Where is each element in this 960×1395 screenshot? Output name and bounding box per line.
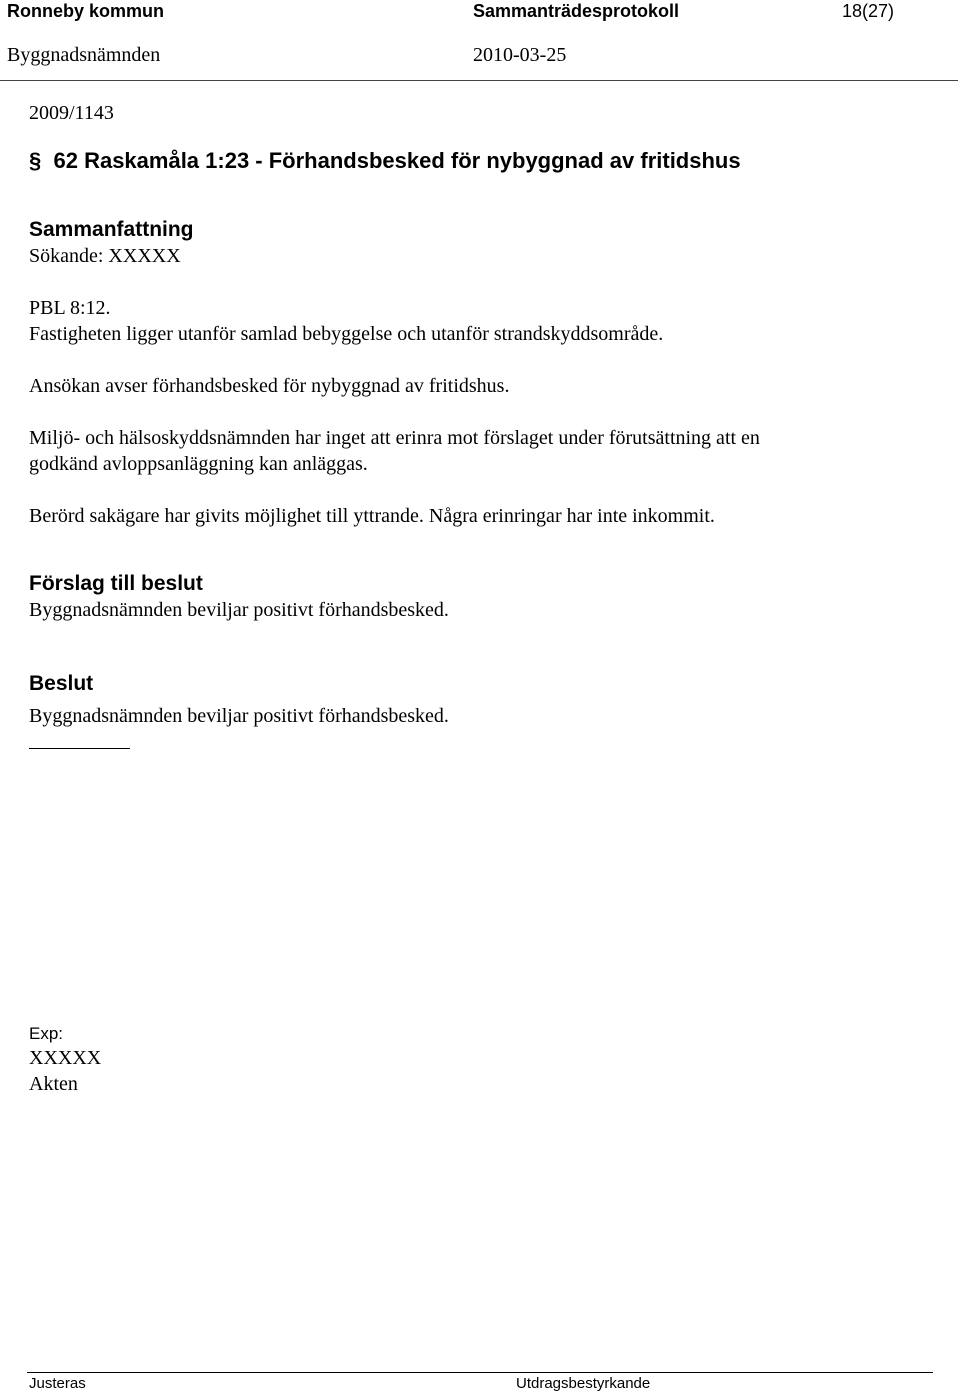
neighbors-text: Berörd sakägare har givits möjlighet till yttrande. Några erinringar har inte inkommit. bbox=[29, 505, 715, 527]
organization-name: Ronneby kommun bbox=[7, 1, 165, 21]
summary-heading: Sammanfattning bbox=[29, 218, 194, 241]
section-title bbox=[29, 148, 741, 174]
footer-justeras: Justeras bbox=[29, 1375, 86, 1392]
section-symbol: § bbox=[29, 148, 42, 173]
proposal-heading: Förslag till beslut bbox=[29, 572, 203, 595]
footer-utdragsbestyrkande: Utdragsbestyrkande bbox=[516, 1375, 651, 1392]
applicant: Sökande: XXXXX bbox=[29, 245, 181, 267]
dispatch-label: Exp: bbox=[29, 1024, 64, 1043]
decision-text: Byggnadsnämnden beviljar positivt förhandsbesked. bbox=[29, 705, 449, 727]
location-text: Fastigheten ligger utanför samlad bebyggelse och utanför strandskyddsområde. bbox=[29, 323, 664, 345]
proposal-text: Byggnadsnämnden beviljar positivt förhandsbesked. bbox=[29, 599, 449, 621]
dispatch-recipient: Akten bbox=[29, 1073, 78, 1095]
environment-text-line1: Miljö- och hälsoskyddsnämnden har inget att erinra mot förslaget under förutsättning att en bbox=[29, 427, 760, 449]
case-number: 2009/1143 bbox=[29, 102, 114, 124]
dispatch-recipient: XXXXX bbox=[29, 1047, 102, 1069]
meeting-date: 2010-03-25 bbox=[473, 44, 567, 66]
page-number: 18(27) bbox=[842, 1, 895, 21]
board-name: Byggnadsnämnden bbox=[7, 44, 161, 66]
decision-end-rule bbox=[29, 748, 130, 749]
section-title-text: 62 Raskamåla 1:23 - Förhandsbesked för nybyggnad av fritidshus bbox=[53, 148, 741, 173]
environment-text-line2: godkänd avloppsanläggning kan anläggas. bbox=[29, 453, 368, 475]
header-divider bbox=[0, 80, 958, 81]
footer-divider bbox=[27, 1372, 933, 1373]
document-type: Sammanträdesprotokoll bbox=[473, 1, 680, 21]
application-text: Ansökan avser förhandsbesked för nybyggnad av fritidshus. bbox=[29, 375, 510, 397]
pbl-reference: PBL 8:12. bbox=[29, 297, 111, 319]
decision-heading: Beslut bbox=[29, 672, 94, 695]
